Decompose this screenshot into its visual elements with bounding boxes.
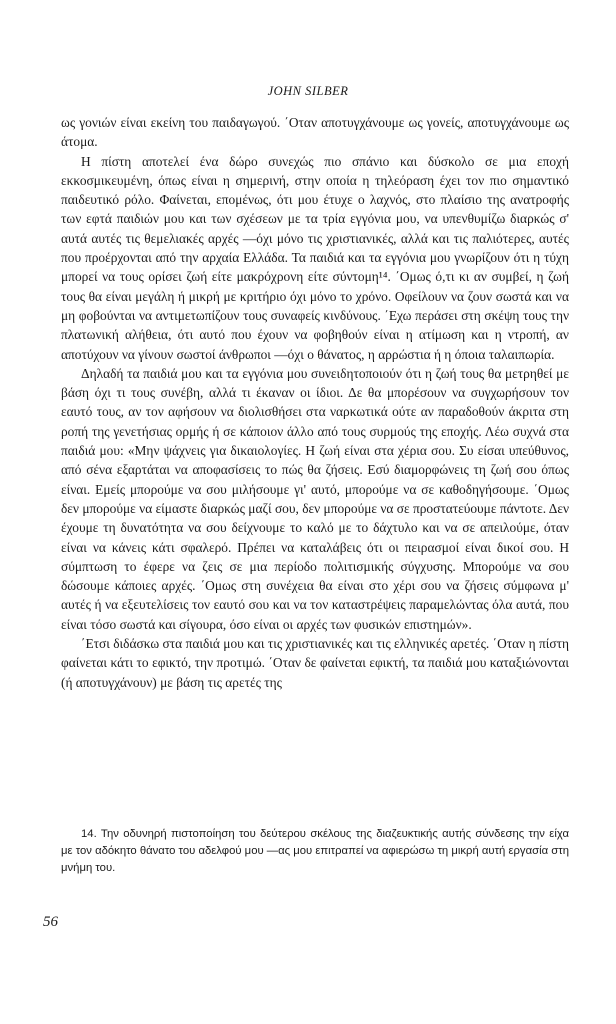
paragraph: Η πίστη αποτελεί ένα δώρο συνεχώς πιο σπάνιο και δύσκολο σε μια εποχή εκκοσμικευμένη, όπως είναι η σημερινή, στην οποία η τηλεόραση έχει τον πιο σημαντικό παιδευτικό ρόλο. Φαίνεται, επομένως, ότι μου έτυχε ο λαχνός, στο πλαίσιο της ανατροφής των εφτά παιδιών μου και των σχέσεων με τα τρία εγγόνια μου, να υπενθυμίζω διαρκώς σ' αυτά αυτές τις θεμελιακές αρχές —όχι μόνο τις χριστιανικές, αλλά και τις παλιότερες, αυτές που προέρχονται από την αρχαία Ελλάδα. Τα παιδιά και τα εγγόνια μου γνωρίζουν ότι η τύχη μπορεί να τους ορίσει ζωή είτε μακρόχρονη είτε σύντομη¹⁴. ΄Ομως ό,τι κι αν συμβεί, η ζωή τους θα είναι μεγάλη ή μικρή με κριτήριο όχι μόνο το χρόνο. Οφείλουν να ζουν σωστά και να μη φοβούνται να αντιμετωπίζουν τους συναφείς κινδύνους. ΄Εχω περάσει στη σκέψη τους την πλατωνική αλήθεια, ότι αυτό που έχουν να φοβηθούν είναι η ατίμωση και η ντροπή, αν αποτύχουν να γίνουν σωστοί άνθρωποι —όχι ο θάνατος, η αρρώστια ή η όποια ταλαιπωρία. [61,153,569,362]
footnote [61,826,569,877]
body-text [61,113,569,692]
paragraph: ΄Ετσι διδάσκω στα παιδιά μου και τις χριστιανικές και τις ελληνικές αρετές. ΄Οταν η πίστη φαίνεται κάτι το εφικτό, την προτιμώ. ΄Οταν δε φαίνεται εφικτή, τα παιδιά μου καταξιώνονται (ή αποτυγχάνουν) με βάση τις αρετές της [61,636,569,690]
footnote-text: Την οδυνηρή πιστοποίηση του δεύτερου σκέλους της διαζευκτικής αυτής σύνδεσης την είχα με τον αδόκητο θάνατο του αδελφού μου —ας μου επιτραπεί να αφιερώσω τη μικρή αυτή εργασία στη μνήμη του. [61,828,569,874]
paragraph: Δηλαδή τα παιδιά μου και τα εγγόνια μου συνειδητοποιούν ότι η ζωή τους θα μετρηθεί με βάση όχι τι τους συνέβη, αλλά τι έκαναν οι ίδιοι. Δε θα μπορέσουν να συγχωρήσουν τον εαυτό τους, αν τον αφήσουν να διολισθήσει στα ναρκωτικά ούτε αν παραδοθούν άκριτα στη ροπή της γενετήσιας ορμής ή σε κάποιον άλλο από τους συρμούς της εποχής. Λέω συχνά στα παιδιά μου: «Μην ψάχνεις για δικαιολογίες. Η ζωή είναι στα χέρια σου. Συ είσαι υπεύθυνος, από σένα εξαρτάται να αποφασίσεις το πώς θα ζήσεις. Εσύ διαμορφώνεις τη ζωή σου όπως είναι. Εμείς μπορούμε να σου μιλήσουμε γι' αυτό, μπορούμε να σε καθοδηγήσουμε. ΄Ομως δεν μπορούμε να είμαστε διαρκώς μαζί σου, δεν μπορούμε να σε προστατεύουμε πάντοτε. Δεν έχουμε τη δυνατότητα να σου δείχνουμε το καλό με το δάχτυλο και να σε απειλούμε, όταν είναι να κάνεις κάτι σφαλερό. Πρέπει να καταλάβεις ότι οι πειρασμοί είναι δικοί σου. Η σύμπτωση το έφερε να ζεις σε μια περίοδο πολιτισμικής σύγχυσης. Μπορούμε να σου δώσουμε κάποιες αρχές. ΄Ομως στη συνέχεια θα είναι στο χέρι σου να ζήσεις σύμφωνα μ' αυτές ή να εξευτελίσεις τον εαυτό σου και να τον καταστρέψεις παραμελώντας όλα αυτά, που είναι τόσο σωστά και σίγουρα, όσο είναι οι αρχές των φυσικών επιστημών». [61,365,569,632]
footnote-number: 14. [81,828,97,840]
page-number: 56 [43,914,58,930]
paragraph-continued: ως γονιών είναι εκείνη του παιδαγωγού. ΄Οταν αποτυγχάνουμε ως γονείς, αποτυγχάνουμε ως άτομα. [61,115,569,150]
running-head: JOHN SILBER [267,84,349,98]
